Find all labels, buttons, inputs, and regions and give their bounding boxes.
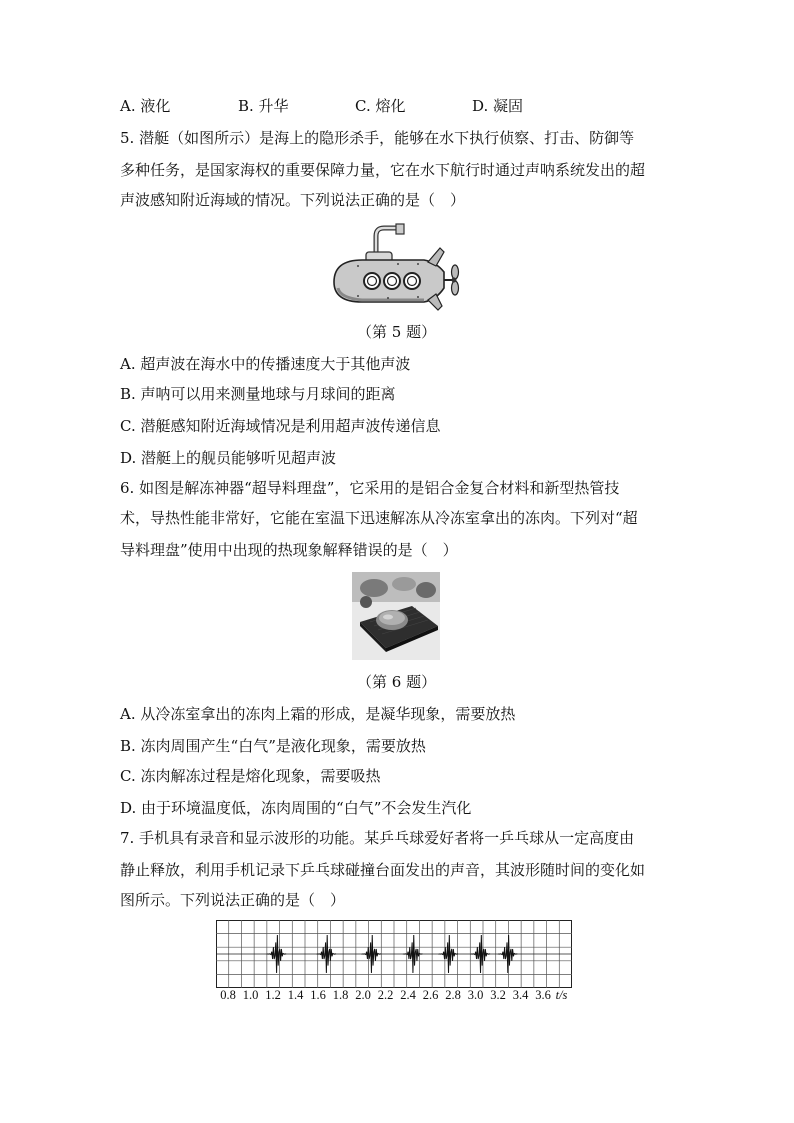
waveform-tick-label: 3.0 (467, 988, 484, 1002)
waveform-tick-label: 1.6 (310, 988, 326, 1002)
waveform-tick-label: 0.8 (220, 988, 236, 1002)
q4-option-c: C. 熔化 (355, 97, 406, 115)
q6-stem-line: 导料理盘”使用中出现的热现象解释错误的是（ ） (120, 541, 458, 559)
q6-figure-caption: （第 6 题） (357, 673, 437, 691)
q5-option-a: A. 超声波在海水中的传播速度大于其他声波 (120, 355, 411, 373)
q6-option-c: C. 冻肉解冻过程是熔化现象，需要吸热 (120, 767, 381, 785)
q7-stem-line: 静止释放，利用手机记录下乒乓球碰撞台面发出的声音，其波形随时间的变化如 (120, 861, 646, 879)
q5-stem-line: 多种任务，是国家海权的重要保障力量，它在水下航行时通过声呐系统发出的超 (120, 161, 646, 179)
sound-waveform-plot (216, 920, 572, 988)
q4-option-b: B. 升华 (238, 97, 289, 115)
waveform-time-axis (218, 988, 580, 1006)
waveform-tick-label: 2.6 (422, 988, 439, 1002)
waveform-tick-label: 1.2 (265, 988, 281, 1002)
submarine-figure (328, 222, 464, 314)
q7-stem-line: 7. 手机具有录音和显示波形的功能。某乒乓球爱好者将一乒乓球从一定高度由 (120, 829, 635, 847)
q5-figure-caption: （第 5 题） (357, 323, 437, 341)
waveform-tick-label: 3.4 (512, 988, 529, 1002)
waveform-tick-label: 2.4 (400, 988, 416, 1002)
waveform-tick-label: 2.8 (445, 988, 461, 1002)
q4-option-d: D. 凝固 (472, 97, 524, 115)
q7-stem-line: 图所示。下列说法正确的是（ ） (120, 891, 346, 909)
waveform-tick-label: 2.2 (377, 988, 394, 1002)
waveform-tick-label: 1.8 (332, 988, 349, 1002)
waveform-tick-label: 2.0 (355, 988, 371, 1002)
q6-option-d: D. 由于环境温度低，冻肉周围的“白气”不会发生汽化 (120, 799, 472, 817)
thawing-tray-photo (352, 572, 440, 660)
q5-option-c: C. 潜艇感知附近海域情况是利用超声波传递信息 (120, 417, 441, 435)
q6-stem-line: 6. 如图是解冻神器“超导料理盘”，它采用的是铝合金复合材料和新型热管技 (120, 479, 620, 497)
q5-option-d: D. 潜艇上的舰员能够听见超声波 (120, 449, 337, 467)
waveform-unit-label: t/s (555, 988, 568, 1002)
q4-option-a: A. 液化 (120, 97, 171, 115)
waveform-tick-label: 1.4 (287, 988, 304, 1002)
q6-option-b: B. 冻肉周围产生“白气”是液化现象，需要放热 (120, 737, 426, 755)
q6-stem-line: 术，导热性能非常好，它能在室温下迅速解冻从冷冻室拿出的冻肉。下列对“超 (120, 509, 638, 527)
waveform-tick-label: 3.6 (535, 988, 551, 1002)
q6-option-a: A. 从冷冻室拿出的冻肉上霜的形成，是凝华现象，需要放热 (120, 705, 516, 723)
waveform-tick-label: 1.0 (242, 988, 259, 1002)
waveform-tick-label: 3.2 (490, 988, 506, 1002)
q5-stem-line: 5. 潜艇（如图所示）是海上的隐形杀手，能够在水下执行侦察、打击、防御等 (120, 129, 635, 147)
q5-option-b: B. 声呐可以用来测量地球与月球间的距离 (120, 385, 396, 403)
q5-stem-line: 声波感知附近海域的情况。下列说法正确的是（ ） (120, 191, 466, 209)
